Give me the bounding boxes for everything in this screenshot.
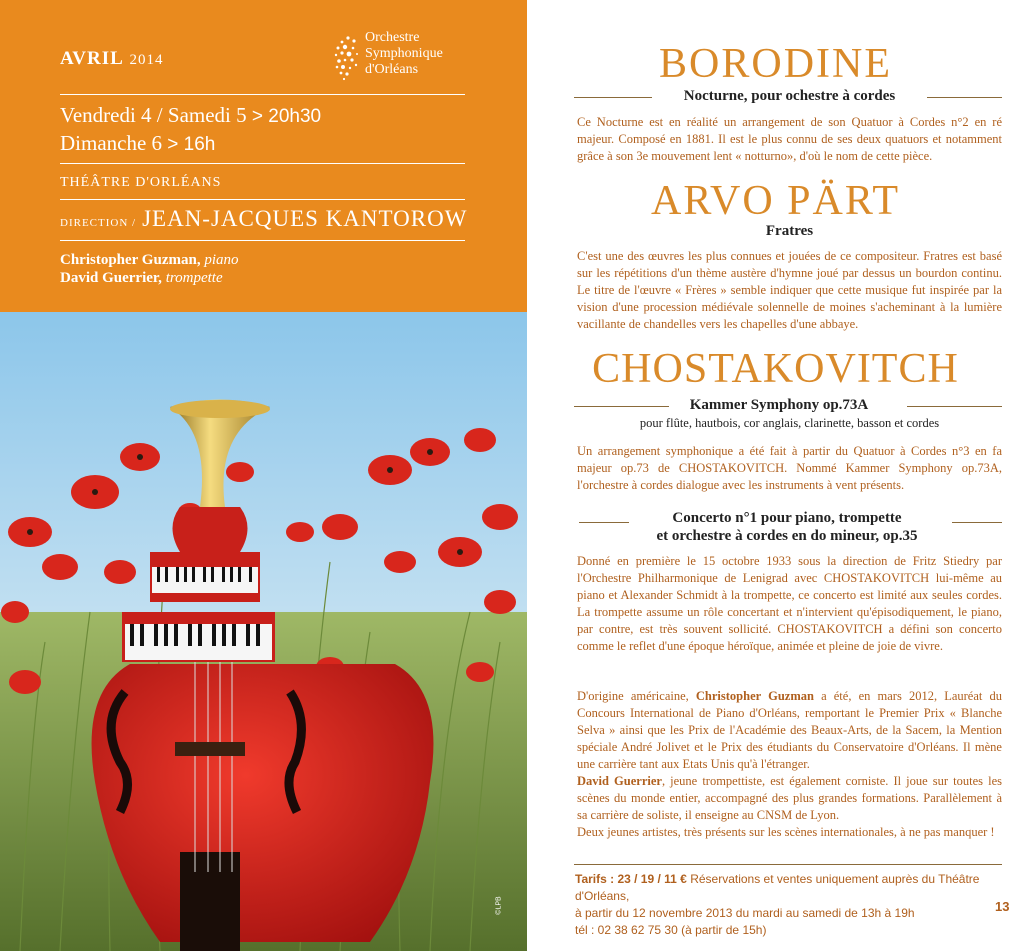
orchestra-logo-text: Orchestre Symphonique d'Orléans [365, 30, 443, 77]
program-text: Un arrangement symphonique a été fait à partir du Quatuor à Cordes n°3 en fa majeur op.73 de CHOSTAKOVITCH. Nommé Kammer Symphony op.73A, l'orchestre à cordes dialogue avec les instruments à vent présents. [577, 444, 1002, 492]
concert-month: AVRIL 2014 [60, 48, 164, 69]
divider [60, 94, 465, 95]
instrumentation: pour flûte, hautbois, cor anglais, clarinette, basson et cordes [639, 416, 940, 430]
poster-illustration [0, 312, 527, 951]
divider [60, 199, 465, 200]
piece-title: Fratres [765, 223, 814, 239]
soloists: Christopher Guzman, piano David Guerrier, trompette [60, 252, 239, 286]
divider [952, 522, 1002, 523]
concert-info-panel [0, 0, 527, 312]
program-notes [527, 0, 1024, 951]
bio-guzman: D'origine américaine, Christopher Guzman a été, en mars 2012, Lauréat du Concours International de Piano d'Orléans, remportant le Premier Prix « Blanche Selva » ainsi que les Prix de l'Académie des Beaux-Arts, de la Sacem, la Mention spéciale André Jolivet et le Prix des étudiants du Conservatoire d'Orléans. Il mène une carrière tant aux Etats Unis qu'à l'étranger. [577, 689, 1003, 771]
divider [574, 406, 669, 407]
composer-title: ARVO PÄRT [651, 178, 900, 224]
venue-name: THÉÂTRE D'ORLÉANS [60, 175, 222, 190]
conductor-line: DIRECTION / JEAN-JACQUES KANTOROW [60, 206, 468, 231]
divider [60, 163, 465, 164]
program-text: C'est une des œuvres les plus connues et jouées de ce compositeur. Fratres est basé sur les répétitions d'un thème austère d'hymne joué par dessus un bourdon continu. Le titre de l'œuvre « Frères » semble indiquer que cette musique fut inspirée par la vision d'une procession médiévale solennelle de moines s'acheminant à la lumière vacillante de chandelles vers les chapelles d'une abbaye. [577, 249, 1002, 331]
ticket-info: Tarifs : 23 / 19 / 11 € Réservations et ventes uniquement auprès du Théâtre d'Orléans, à partir du 12 novembre 2013 du mardi au samedi de 13h à 19h tél : 02 38 62 75 30 (à partir de 15h) [575, 872, 980, 937]
closing-text: Deux jeunes artistes, très présents sur les scènes internationales, à ne pas manquer ! [577, 825, 995, 839]
program-text: Ce Nocturne est en réalité un arrangement de son Quatuor à Cordes n°2 en ré majeur. Composé en 1881. Il est le plus connu de ses deux quatuors et notamment grâce à son 3e mouvement lent « notturno», d'où le nom de cette pièce. [577, 115, 1002, 163]
orchestra-logo [333, 30, 483, 86]
page-number: 13 [995, 899, 1010, 914]
star-burst-icon [333, 30, 363, 82]
violin-poppies-illustration [0, 312, 527, 951]
divider [579, 522, 629, 523]
concerto-title: Concerto n°1 pour piano, trompette et orchestre à cordes en do mineur, op.35 [656, 510, 918, 544]
divider [574, 864, 1002, 865]
composer-title: BORODINE [659, 41, 892, 87]
concert-dates: Vendredi 4 / Samedi 5 > 20h30 Dimanche 6 > 16h [60, 103, 322, 155]
divider [907, 406, 1002, 407]
bio-guerrier: David Guerrier, jeune trompettiste, est également corniste. Il joue sur toutes les scènes du monde entier, accompagné des plus grandes formations. Parallèlement à sa carrière de soliste, il enseigne au CNSM de Lyon. [577, 774, 1002, 822]
divider [927, 97, 1002, 98]
divider [60, 240, 465, 241]
divider [574, 97, 652, 98]
piece-title: Kammer Symphony op.73A [689, 397, 869, 413]
program-text: Donné en première le 15 octobre 1933 sous la direction de Fritz Stiedry par l'Orchestre Philharmonique de Lenigrad avec CHOSTAKOVITCH lui-même au piano et Alexander Schmidt à la trompette, ce concerto est limité aux seules cordes. La trompette assume un rôle concertant et n'intervient qu'épisodiquement, le piano, par contre, est très souvent sollicité. CHOSTAKOVITCH a défini son concerto comme le reflet d'une époque héroïque, animée et pleine de joie de vivre. [577, 554, 1002, 653]
photo-credit: ©LPB [495, 896, 503, 915]
composer-title: CHOSTAKOVITCH [592, 346, 959, 392]
piece-title: Nocturne, pour ochestre à cordes [683, 88, 896, 104]
